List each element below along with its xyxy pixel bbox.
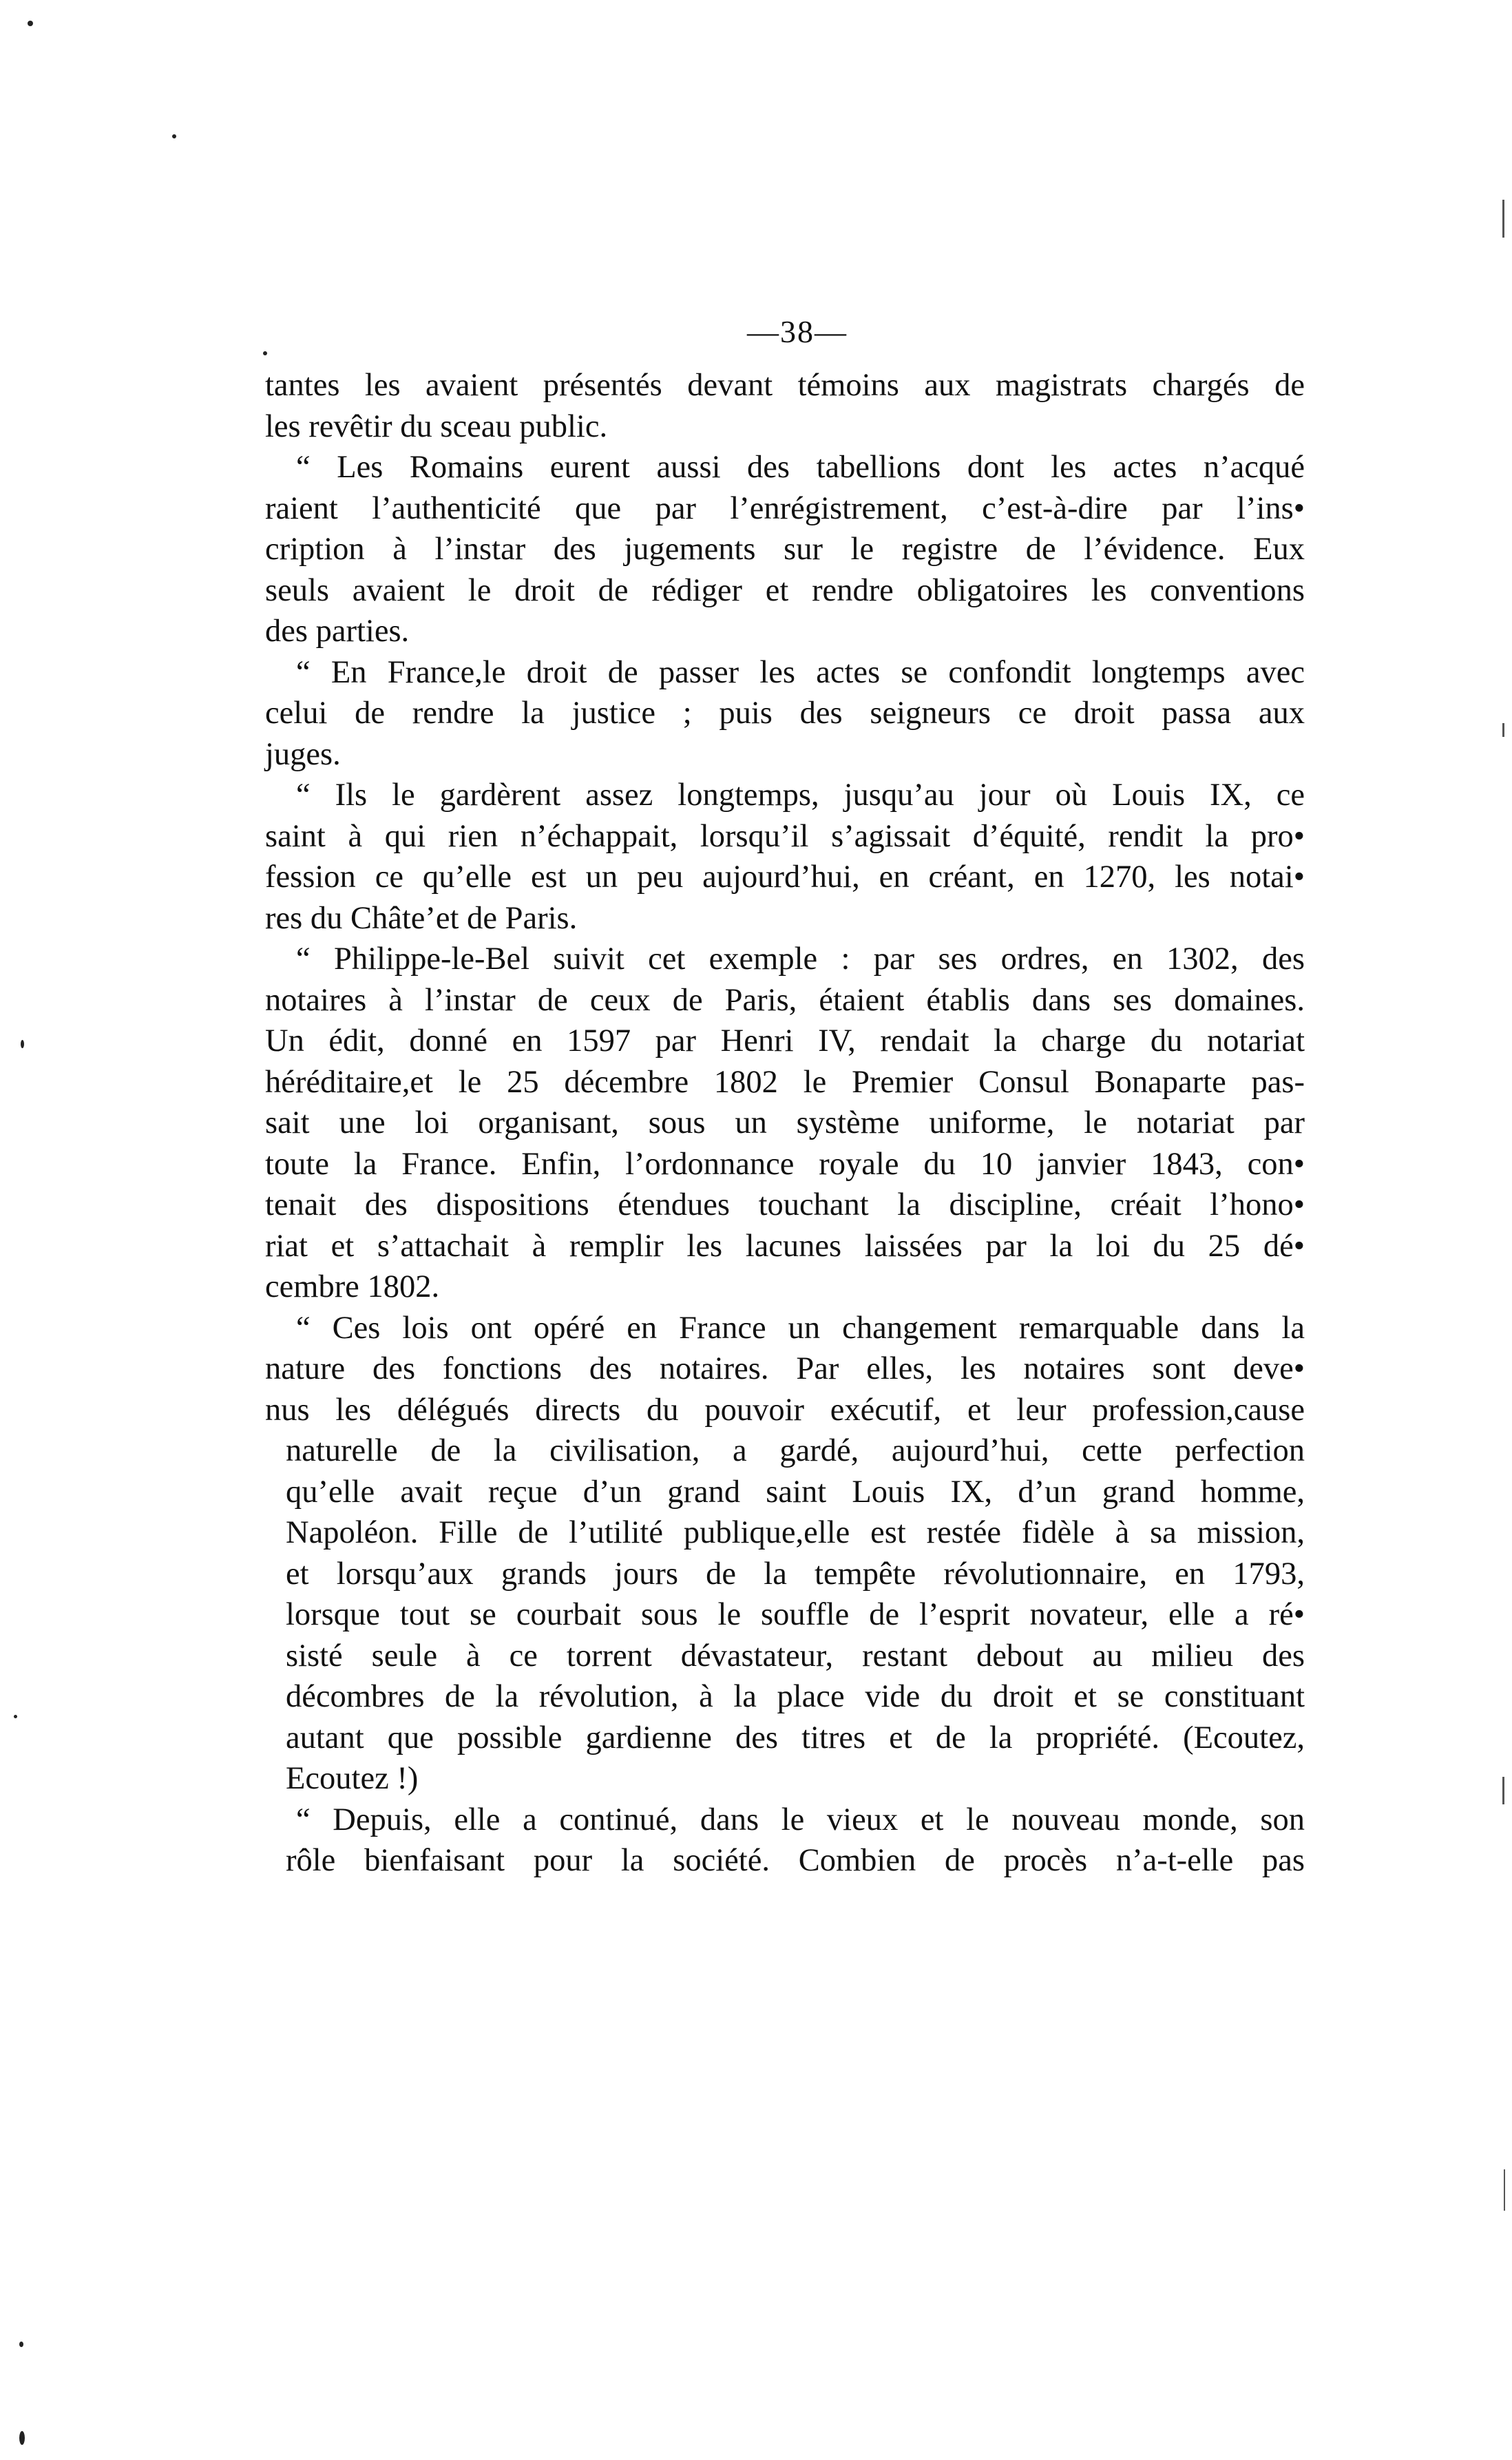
text-line: Un édit, donné en 1597 par Henri IV, rendait la charge du notariat [265,1023,1305,1059]
speck-mark [263,351,267,355]
text-line: res du Châte’et de Paris. [265,900,578,936]
text-line: saint à qui rien n’échappait, lorsqu’il s’agissait d’équité, rendit la pro• [265,818,1305,854]
text-line: sisté seule à ce torrent dévastateur, restant debout au milieu des [286,1638,1305,1674]
text-line: toute la France. Enfin, l’ordonnance royale du 10 janvier 1843, con• [265,1146,1305,1182]
text-line: héréditaire,et le 25 décembre 1802 le Premier Consul Bonaparte pas- [265,1064,1305,1100]
text-line: tenait des dispositions étendues touchant la discipline, créait l’hono• [265,1187,1305,1222]
text-line: juges. [265,736,341,772]
text-line: raient l’authenticité que par l’enrégistrement, c’est-à-dire par l’ins• [265,490,1305,526]
text-line: qu’elle avait reçue d’un grand saint Louis IX, d’un grand homme, [286,1474,1305,1510]
text-line: les revêtir du sceau public. [265,408,608,444]
edge-mark [1502,723,1504,737]
text-line: nature des fonctions des notaires. Par elles, les notaires sont deve• [265,1351,1305,1386]
text-line: “ Philippe-le-Bel suivit cet exemple : par ses ordres, en 1302, des [296,941,1305,977]
text-line: autant que possible gardienne des titres et de la propriété. (Ecoutez, [286,1720,1305,1755]
text-line: “ En France,le droit de passer les actes se confondit longtemps avec [296,654,1305,690]
speck-mark [19,2431,25,2445]
text-line: notaires à l’instar de ceux de Paris, étaient établis dans ses domaines. [265,982,1305,1018]
text-line: tantes les avaient présentés devant témoins aux magistrats chargés de [265,368,1305,403]
text-line: riat et s’attachait à remplir les lacunes laissées par la loi du 25 dé• [265,1228,1305,1264]
text-line: nus les délégués directs du pouvoir exécutif, et leur profession,cause [265,1392,1305,1428]
text-line: naturelle de la civilisation, a gardé, aujourd’hui, cette perfection [286,1433,1305,1468]
text-line: et lorsqu’aux grands jours de la tempête révolutionnaire, en 1793, [286,1556,1305,1592]
text-line: seuls avaient le droit de rédiger et rendre obligatoires les conventions [265,572,1305,608]
edge-mark [1504,2169,1505,2211]
speck-mark [19,2342,23,2347]
text-line: cription à l’instar des jugements sur le registre de l’évidence. Eux [265,532,1305,567]
body-text [265,365,1305,1882]
text-line: des parties. [265,614,410,649]
speck-mark [21,1040,24,1048]
text-line: “ Ils le gardèrent assez longtemps, jusqu’au jour où Louis IX, ce [296,778,1305,813]
text-line: sait une loi organisant, sous un système uniforme, le notariat par [265,1105,1305,1140]
speck-mark [14,1715,17,1718]
speck-mark [172,134,176,138]
text-line: “ Les Romains eurent aussi des tabellions dont les actes n’acqué [296,450,1305,485]
text-line: Ecoutez !) [286,1761,419,1796]
text-line: lorsque tout se courbait sous le souffle de l’esprit novateur, elle a ré• [286,1597,1305,1632]
speck-mark [28,21,33,26]
edge-mark [1502,1777,1504,1804]
edge-mark [1502,200,1504,238]
text-line: “ Depuis, elle a continué, dans le vieux et le nouveau monde, son [296,1802,1305,1837]
text-line: cembre 1802. [265,1269,440,1304]
page-number: —38— [747,314,848,349]
text-line: fession ce qu’elle est un peu aujourd’hui, en créant, en 1270, les notai• [265,859,1305,895]
text-line: rôle bienfaisant pour la société. Combien de procès n’a-t-elle pas [286,1843,1305,1878]
text-line: “ Ces lois ont opéré en France un changement remarquable dans la [296,1310,1305,1346]
text-line: décombres de la révolution, à la place vide du droit et se constituant [286,1679,1305,1714]
text-line: Napoléon. Fille de l’utilité publique,elle est restée fidèle à sa mission, [286,1515,1305,1550]
text-line: celui de rendre la justice ; puis des seigneurs ce droit passa aux [265,696,1305,731]
